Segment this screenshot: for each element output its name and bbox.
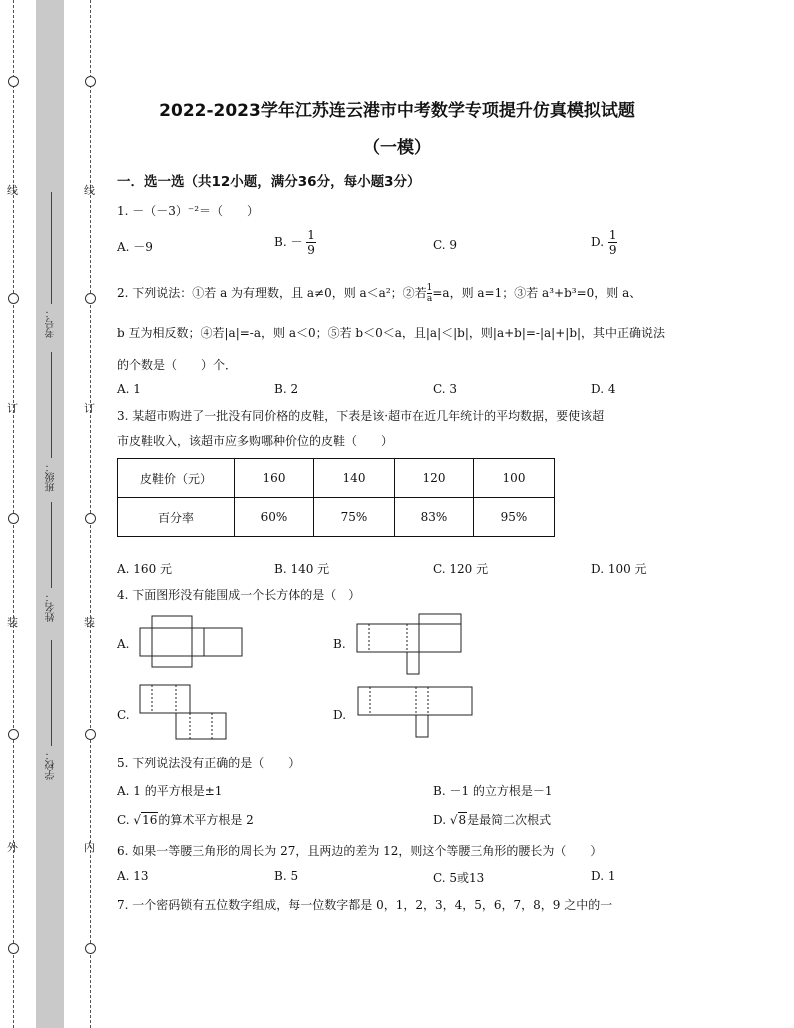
school-label: 学校： bbox=[46, 750, 57, 780]
q4-stem: 4. 下面图形没有能围成一个长方体的是（ ） bbox=[117, 588, 361, 602]
q1-d-fraction bbox=[608, 228, 618, 257]
q3-option-a[interactable]: A. 160 元 bbox=[117, 562, 173, 576]
net-face bbox=[152, 616, 192, 628]
q1-b-prefix: B. － bbox=[274, 235, 303, 249]
q1-option-b[interactable] bbox=[274, 228, 316, 257]
table-cell: 百分率 bbox=[118, 498, 235, 537]
page-title: 2022-2023学年江苏连云港市中考数学专项提升仿真模拟试题 bbox=[159, 101, 635, 121]
hole-marker bbox=[8, 76, 19, 87]
net-figure-d bbox=[356, 685, 474, 741]
denominator: a bbox=[426, 294, 433, 304]
margin-char: 线 bbox=[7, 184, 18, 197]
q5-c-prefix: C. bbox=[117, 813, 130, 827]
margin-char: 线 bbox=[84, 184, 95, 197]
table-cell: 95% bbox=[474, 498, 555, 537]
page-subtitle: （一模） bbox=[363, 138, 431, 158]
margin-char: 内 bbox=[84, 841, 95, 854]
net-face bbox=[152, 656, 192, 667]
q1-d-prefix: D. bbox=[591, 235, 605, 249]
q5-d-radicand: 8 bbox=[458, 813, 467, 827]
q2-option-b[interactable]: B. 2 bbox=[274, 382, 299, 396]
table-row bbox=[118, 459, 555, 498]
q5-d-prefix: D. bbox=[433, 813, 447, 827]
q1-stem: 1. －（－3）⁻²＝（ ） bbox=[117, 204, 260, 218]
denominator: 9 bbox=[608, 243, 617, 257]
hole-marker bbox=[85, 76, 96, 87]
margin-char: 订 bbox=[84, 402, 95, 415]
net-face bbox=[140, 685, 190, 713]
q3-option-b[interactable]: B. 140 元 bbox=[274, 562, 330, 576]
margin-char: 外 bbox=[7, 841, 18, 854]
exam-number-line[interactable] bbox=[51, 192, 52, 304]
table-cell: 140 bbox=[314, 459, 395, 498]
numerator: 1 bbox=[608, 228, 617, 242]
q2-option-d[interactable]: D. 4 bbox=[591, 382, 616, 396]
table-cell: 60% bbox=[235, 498, 314, 537]
net-face bbox=[204, 628, 242, 656]
q6-option-d[interactable]: D. 1 bbox=[591, 869, 616, 883]
q5-option-c[interactable] bbox=[117, 811, 254, 828]
table-cell: 120 bbox=[395, 459, 474, 498]
q5-option-a[interactable]: A. 1 的平方根是±1 bbox=[117, 784, 223, 798]
q3-option-c[interactable]: C. 120 元 bbox=[433, 562, 489, 576]
hole-marker bbox=[8, 729, 19, 740]
q2-line2: b 互为相反数；④若|a|=-a，则 a＜0；⑤若 b＜0＜a，且|a|＜|b|，则|a+b|=-|a|+|b|，其中正确说法 bbox=[117, 326, 666, 340]
exam-number-label: 考号： bbox=[46, 308, 57, 338]
hole-marker bbox=[85, 513, 96, 524]
net-face bbox=[140, 628, 152, 656]
q5-stem: 5. 下列说法没有正确的是（ ） bbox=[117, 756, 301, 770]
q1-option-a[interactable]: A. －9 bbox=[117, 240, 153, 254]
q1-option-d[interactable] bbox=[591, 228, 617, 257]
q2-option-c[interactable]: C. 3 bbox=[433, 382, 458, 396]
q4-option-a[interactable]: A. bbox=[117, 637, 130, 651]
class-line[interactable] bbox=[51, 352, 52, 458]
numerator: 1 bbox=[426, 283, 433, 293]
q2-option-a[interactable]: A. 1 bbox=[117, 382, 141, 396]
q5-c-suffix: 的算术平方根是 2 bbox=[158, 813, 254, 827]
net-face bbox=[192, 628, 204, 656]
table-cell: 83% bbox=[395, 498, 474, 537]
q2-line3: 的个数是（ ）个． bbox=[117, 358, 238, 372]
q6-stem: 6. 如果一等腰三角形的周长为 27，且两边的差为 12，则这个等腰三角形的腰长为（ ） bbox=[117, 844, 603, 858]
net-face bbox=[407, 652, 419, 674]
q1-option-c[interactable]: C. 9 bbox=[433, 238, 458, 252]
q3-line2: 市皮鞋收入，该超市应多购哪种价位的皮鞋（ ） bbox=[117, 434, 394, 448]
hole-marker bbox=[85, 729, 96, 740]
hole-marker bbox=[85, 943, 96, 954]
net-figure-a bbox=[138, 614, 244, 668]
table-cell: 100 bbox=[474, 459, 555, 498]
q4-option-b[interactable]: B. bbox=[333, 637, 346, 651]
q3-option-d[interactable]: D. 100 元 bbox=[591, 562, 647, 576]
net-face bbox=[152, 628, 192, 656]
net-figure-b bbox=[355, 612, 463, 676]
margin-char: 装 bbox=[84, 616, 95, 629]
margin-char: 订 bbox=[7, 402, 18, 415]
section-heading: 一．选一选（共12小题，满分36分，每小题3分） bbox=[117, 174, 421, 190]
numerator: 1 bbox=[307, 228, 315, 242]
q3-table bbox=[117, 458, 555, 537]
q5-option-b[interactable]: B. －1 的立方根是－1 bbox=[433, 784, 553, 798]
hole-marker bbox=[85, 293, 96, 304]
name-label: 姓名： bbox=[46, 592, 57, 622]
q4-option-d[interactable]: D. bbox=[333, 708, 347, 722]
class-label: 班级： bbox=[46, 462, 57, 492]
denominator: 9 bbox=[307, 243, 315, 257]
q7-stem: 7. 一个密码锁有五位数字组成，每一位数字都是 0，1，2，3，4，5，6，7，8，9 之中的一 bbox=[117, 898, 613, 912]
table-cell: 75% bbox=[314, 498, 395, 537]
q6-option-a[interactable]: A. 13 bbox=[117, 869, 149, 883]
q5-c-radicand: 16 bbox=[142, 813, 158, 827]
q1-b-fraction bbox=[306, 228, 316, 257]
net-face bbox=[176, 713, 226, 739]
hole-marker bbox=[8, 513, 19, 524]
table-row bbox=[118, 498, 555, 537]
sqrt-symbol: √ bbox=[133, 813, 142, 827]
margin-char: 装 bbox=[7, 616, 18, 629]
name-line[interactable] bbox=[51, 502, 52, 588]
net-figure-c bbox=[138, 683, 228, 741]
q2-line1 bbox=[117, 283, 641, 304]
q4-option-c[interactable]: C. bbox=[117, 708, 130, 722]
q5-d-suffix: 是最简二次根式 bbox=[467, 813, 552, 827]
net-face bbox=[358, 687, 472, 715]
q2-text: =a，则 a=1；③若 a³+b³=0，则 a、 bbox=[432, 286, 642, 300]
school-line[interactable] bbox=[51, 640, 52, 746]
q3-line1: 3. 某超市购进了一批没有同价格的皮鞋，下表是该·超市在近几年统计的平均数据，要使该超 bbox=[117, 409, 605, 423]
hole-marker bbox=[8, 943, 19, 954]
q6-option-b[interactable]: B. 5 bbox=[274, 869, 299, 883]
q2-text: 2. 下列说法：①若 a 为有理数，且 a≠0，则 a＜a²；②若 bbox=[117, 286, 427, 300]
table-cell: 皮鞋价（元） bbox=[118, 459, 235, 498]
sqrt-symbol: √ bbox=[449, 813, 458, 827]
net-face bbox=[416, 715, 428, 737]
table-cell: 160 bbox=[235, 459, 314, 498]
net-face bbox=[419, 614, 461, 624]
hole-marker bbox=[8, 293, 19, 304]
net-face bbox=[357, 624, 461, 652]
q6-option-c[interactable]: C. 5或13 bbox=[433, 871, 485, 885]
q5-option-d[interactable] bbox=[433, 811, 551, 828]
